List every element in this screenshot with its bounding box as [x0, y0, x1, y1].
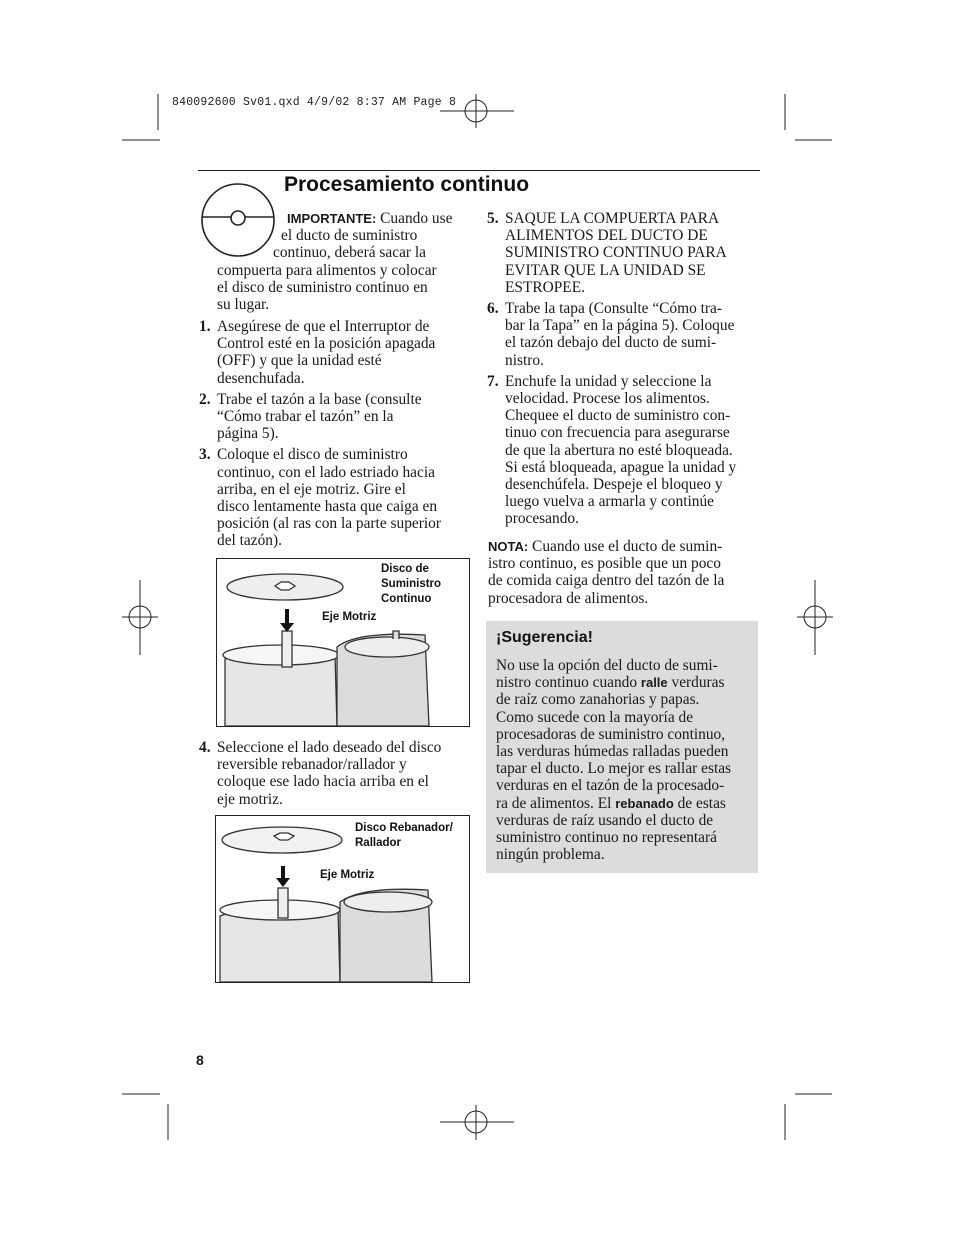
tip-box: [486, 621, 758, 873]
tip-text: No use la opción del ducto de sumi- nistro continuo cuando ralle verduras de raíz como zanahorias y papas. Como sucede con la mayoría de procesadoras de suministro continuo, las verduras húmedas ralladas pueden tapar el ducto. Lo mejor es rallar estas verduras en el tazón de la procesado- ra de alimentos. El rebanado de estas verduras de raíz usando el ducto de suministro continuo no representará ningún problema.: [496, 657, 732, 864]
steps-right: [487, 210, 760, 528]
figure1-shaft-label: Eje Motriz: [322, 611, 377, 623]
step-4: 4. Seleccione el lado deseado del disco reversible rebanador/rallador y coloque ese lado hacia arriba en el eje motriz.: [199, 739, 442, 808]
step-1: 1. Asegúrese de que el Interruptor de Control esté en la posición apagada (OFF) y que la unidad esté desenchufada.: [199, 318, 436, 387]
top-rule: [198, 170, 760, 171]
tip-title: ¡Sugerencia!: [496, 629, 593, 646]
steps-left: [199, 318, 472, 550]
step-6: 6. Trabe la tapa (Consulte “Cómo tra- bar la Tapa” en la página 5). Coloque el tazón debajo del ducto de sumi- nistro.: [487, 300, 735, 369]
step-3: 3. Coloque el disco de suministro continuo, con el lado estriado hacia arriba, en el eje motriz. Gire el disco lentamente hasta que caiga en posición (al ras con la parte superior del tazón).: [199, 446, 441, 550]
important-label: IMPORTANTE:: [287, 211, 377, 226]
intro-paragraph: IMPORTANTE: Cuando use el ducto de suministro continuo, deberá sacar la compuerta para alimentos y colocar el disco de suministro continuo en su lugar.: [217, 210, 453, 314]
section-title: Procesamiento continuo: [284, 173, 530, 196]
page-number: 8: [196, 1052, 204, 1068]
note-label: NOTA:: [488, 539, 529, 554]
header-slug: 840092600 Sv01.qxd 4/9/02 8:37 AM Page 8: [172, 96, 457, 109]
figure1-disc-label: Disco de Suministro Continuo: [381, 563, 442, 605]
figure-slicer-disc: [215, 815, 470, 983]
figure2-disc-label: Disco Rebanador/ Rallador: [355, 822, 453, 849]
step-2: 2. Trabe el tazón a la base (consulte “Cómo trabar el tazón” en la página 5).: [199, 390, 422, 443]
figure-continuous-disc: [216, 558, 470, 727]
step-7: 7. Enchufe la unidad y seleccione la velocidad. Procese los alimentos. Chequee el ducto de suministro con- tinuo con frecuencia para asegurarse de que la abertura no esté bloqueada. Si está bloqueada, apague la unidad y desenchúfela. Despeje el bloqueo y luego vuelva a armarla y continúe procesando.: [487, 372, 737, 528]
step-5: 5. SAQUE LA COMPUERTA PARA ALIMENTOS DEL DUCTO DE SUMINISTRO CONTINUO PARA EVITAR QUE LA UNIDAD SE ESTROPEE.: [487, 210, 727, 296]
figure2-shaft-label: Eje Motriz: [320, 869, 375, 881]
note-paragraph: NOTA: Cuando use el ducto de sumin- istro continuo, es posible que un poco de comida caiga dentro del tazón de la procesadora de alimentos.: [488, 538, 725, 607]
